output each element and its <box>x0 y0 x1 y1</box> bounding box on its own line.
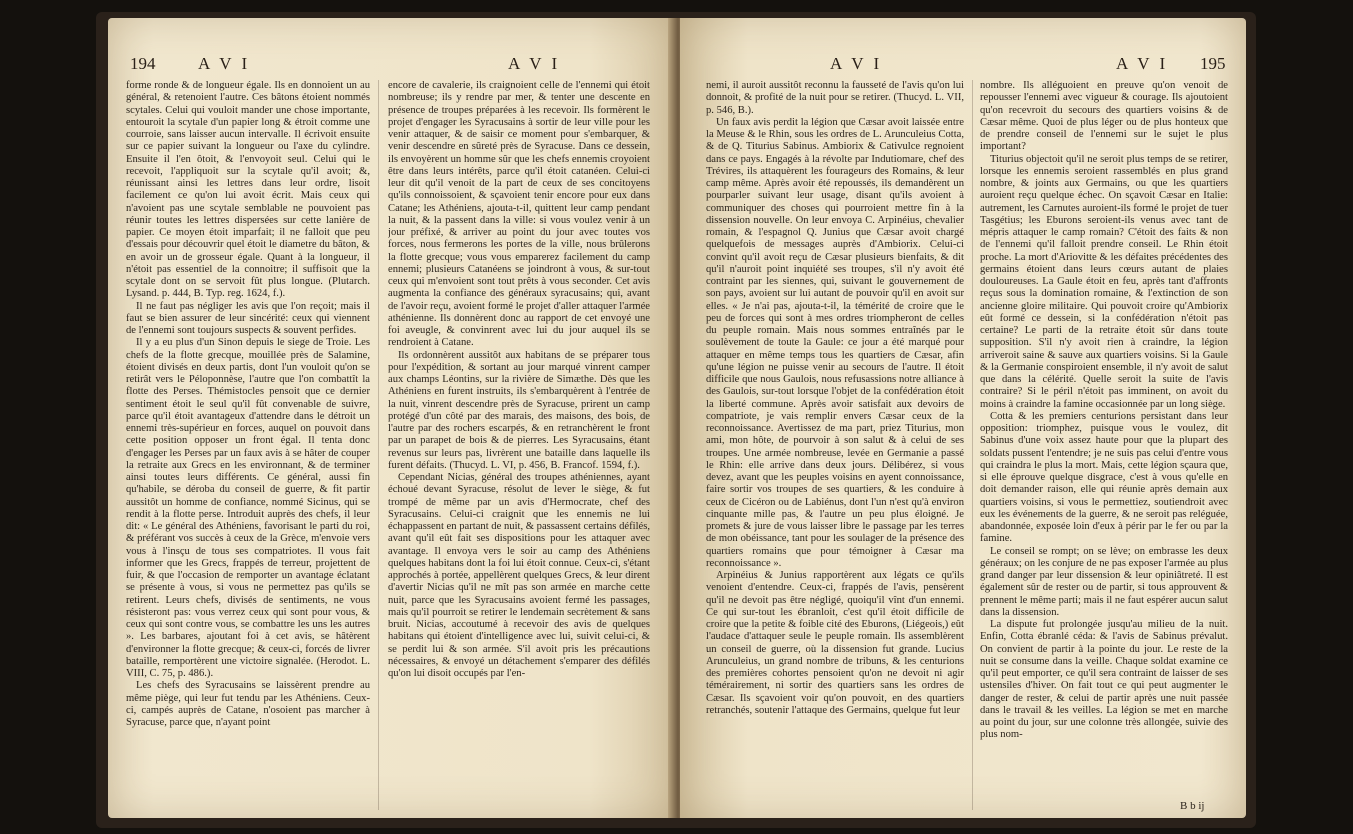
paragraph: encore de cavalerie, ils craignoient celle de l'ennemi qui étoit nombreuse; ils y rendre par mer, & tenter une descente en présence de troupes préparées à les recevoir. Ils formèrent le projet d'engager les Syracusains à sortir de leur ville pour les venir attaquer, & de saisir ce moment pour s'embarquer, & venir descendre en sûreté près de Syracuse. Dans ce dessein, ils envoyèrent un homme sûr que les chefs ennemis croyoient être dans leurs intérêts, parce qu'il étoit catanéen. Celui-ci leur dit qu'il venoit de la part de ceux de ses concitoyens qu'ils connoissoient, & sçavoient tenir encore pour eux dans Catane; les Athéniens, ajouta-t-il, quittent leur camp pendant la nuit, & la passent dans la ville: si vous voulez venir à un jour préfixé, & arriver au point du jour avec toutes vos forces, nous fermerons les portes de la ville, nous brûlerons la flotte grecque; vous vous emparerez facilement du camp ennemi; plusieurs Catanéens se joindront à vous, & sur-tout ceux qui m'envoient sont tout prêts à vous seconder. Cet avis augmenta la confiance des généraux syracusains; qui, avant de l'avoir reçu, avoient formé le projet d'aller attaquer l'armée athénienne. Ils donnèrent donc au rapport de cet envoyé une foi aveugle, & convinrent avec lui du jour auquel ils se rendroient à Catane. <box>388 80 650 349</box>
running-head-right-2: A V I <box>1116 54 1169 73</box>
paragraph: Il y a eu plus d'un Sinon depuis le siege de Troie. Les chefs de la flotte grecque, mouillée près de Salamine, étoient divisés en deux partis, dont l'un vouloit qu'on se retirât vers le Péloponnèse, l'autre que l'on combattît la flotte des Perses. Thémistocles pensoit que ce dernier sentiment étoit le seul qu'il fût convenable de suivre, parce qu'il étoit avantageux d'attendre dans le détroit un ennemi très-supérieur en forces, auquel on pouvoit dans cette position opposer un front égal. Il tenta donc d'engager les Perses par un faux avis à se hâter de couper la retraite aux Grecs en les environnant, & de terminer ainsi toutes leurs différents. Ce général, aussi fin qu'habile, se déroba du conseil de guerre, & fit partir aussitôt un homme de confiance, nommé Sicinus, qui se rendit à la flotte perse. Introduit auprès des chefs, il leur dit: « Le général des Athéniens, favorisant le parti du roi, & préférant vos succès à ceux de la Grèce, m'envoie vers vous à l'insçu de tous ses compatriotes. Il vous fait informer que les Grecs, frappés de terreur, projettent de fuir, & que l'occasion de remporter un avantage éclatant se présente à vous, si vous ne permettez pas qu'ils se retirent. Leurs chefs, divisés de sentiments, ne vous résisteront pas: vous verrez ceux qui sont pour vous, & ceux qui sont contre vous, se combattre les uns les autres ». Les barbares, ajoutant foi à cet avis, se hâtèrent d'environner la flotte grecque; & ceux-ci, forcés de livrer bataille, remportèrent une victoire signalée. (Herodot. L. VIII, C. 75, p. 486.). <box>126 337 370 679</box>
page-number-right: 195 <box>1200 54 1226 73</box>
right-column-2 <box>980 80 1228 800</box>
paragraph: Arpinéius & Junius rapportèrent aux légats ce qu'ils venoient d'entendre. Ceux-ci, frappés de l'avis, pensèrent qu'il ne devoit pas être négligé, quoiqu'il vînt d'un ennemi. Ce qui sur-tout les ébranloit, c'est qu'il étoit difficile de croire que la petite & foible cité des Eburons, (Liégeois,) eût l'audace d'attaquer seule le peuple romain. Ils assemblèrent un conseil de guerre, où la dissension fut grande. Lucius Arunculeius, un grand nombre de tribuns, & les centurions des premières cohortes pensoient qu'on ne devoit ni agir témérairement, ni sortir des quartiers sans les ordres de Cæsar. Ils sçavoient voir qu'on pouvoit, en des quartiers retranchés, soutenir l'attaque des Germains, quelque fut leur <box>706 570 964 716</box>
paragraph: Les chefs des Syracusains se laissèrent prendre au même piège, qui leur fut tendu par les Athéniens. Ceux-ci, campés auprès de Catane, n'osoient pas marcher à Syracuse, parce que, n'ayant point <box>126 680 370 728</box>
left-page <box>108 18 674 818</box>
right-page <box>680 18 1246 818</box>
paragraph: Ils ordonnèrent aussitôt aux habitans de se préparer tous pour l'expédition, & sortant au jour marqué vinrent camper aux champs Léontins, sur la rivière de Simæthe. Dès que les Athéniens en furent instruits, ils s'embarquèrent à l'entrée de la nuit, vinrent descendre près de Syracuse, prirent un camp protégé d'un côté par des marais, des maisons, des bois, de l'autre par des rochers escarpés, & en retranchèrent le front par un parapet de bois & de pierres. Les Syracusains, étant revenus sur leurs pas, livrèrent une bataille dans laquelle ils furent défaits. (Thucyd. L. VI, p. 456, B. Francof. 1594, f.). <box>388 349 650 471</box>
page-number-left: 194 <box>130 54 156 73</box>
paragraph: La dispute fut prolongée jusqu'au milieu de la nuit. Enfin, Cotta ébranlé céda: & l'avis de Sabinus prévalut. On convient de partir à la pointe du jour. Le reste de la nuit se consume dans la veille. Chaque soldat examine ce qu'il peut emporter, ce qu'il sera contraint de laisser de ses ustensiles d'hiver. On fait tout ce qui peut augmenter le danger de rester, & celui de partir après une nuit passée dans le travail & les veilles. La légion se met en marche au point du jour, sur une colonne très allongée, suivie des plus nom- <box>980 619 1228 741</box>
left-column-2 <box>388 80 650 810</box>
paragraph: Cependant Nicias, général des troupes athéniennes, ayant échoué devant Syracuse, résolut de lever le siège, & fut trompé de même par un avis d'Hermocrate, chef des Syracusains. Celui-ci craignit que les ennemis ne lui échappassent en partant de nuit, & passassent certains défilés, avant qu'il eût fait ses dispositions pour les attaquer avec avantage. Il envoya vers le soir au camp des Athéniens quelques habitans dont la foi lui étoit connue. Ceux-ci, s'étant approchés à portée, appellèrent quelques Grecs, & leur dirent d'avertir Nicias qu'il ne mît pas son armée en marche cette nuit, parce que les Syracusains avoient fermé les passages, mais qu'il pourroit se retirer le lendemain secrètement & sans bruit. Nicias, accoutumé à recevoir des avis de quelques habitans qui étoient d'intelligence avec lui, suivit celui-ci, & se perdit lui & son armée. S'il avoit pris les précautions nécessaires, & envoyé un détachement s'emparer des défilés qu'on lui disoit occupés par l'en- <box>388 472 650 679</box>
paragraph: Titurius objectoit qu'il ne seroit plus temps de se retirer, lorsque les ennemis seroient rassemblés en plus grand nombre, & joints aux Germains, ou que les quartiers auroient reçu quelque échec. On sçavoit Cæsar en Italie: autrement, les Carnutes auroient-ils formé le projet de tuer Tasgétius; les Eburons seroient-ils venus avec tant de mépris attaquer le camp romain? C'étoit des faits & non de l'ennemi qu'il falloit prendre conseil. Le Rhin étoit proche. La mort d'Ariovitte & les défaites précédentes des germains étoient dans leurs cœurs autant de plaies douloureuses. La Gaule étoit en feu, après tant d'affronts reçus sous la domination romaine, & l'extinction de son ancienne gloire militaire. Qui pouvoit croire qu'Ambiorix eût formé ce dessein, si la confédération n'étoit pas certaine? Le parti de la retraite étoit sûr dans toute supposition. S'il n'y avoit rien à craindre, la légion arriveroit saine & sauve aux quartiers voisins. Si la Gaule & la Germanie conspiroient ensemble, il n'y avoit de salut que dans la célérité. Quelle seroit la suite de l'avis contraire? Si le péril n'étoit pas imminent, on avoit du moins à craindre la famine occasionnée par un long siège. <box>980 153 1228 410</box>
paragraph: Il ne faut pas négliger les avis que l'on reçoit; mais il faut se bien assurer de leur sincérité: ceux qui viennent de l'ennemi sont toujours suspects & souvent perfides. <box>126 300 370 336</box>
paragraph: Un faux avis perdit la légion que Cæsar avoit laissée entre la Meuse & le Rhin, sous les ordres de L. Arunculeius Cotta, & de Q. Titurius Sabinus. Ambiorix & Cativulce regnoient dans ce pays. Engagés à la révolte par Indutiomare, chef des Trévires, ils attaquèrent les fourageurs des Romains, & leur camp même. Après avoir été repoussés, ils demandèrent un pourparler suivant leur usage, disant qu'ils avoient à communiquer des choses qui pourroient mettre fin à la dissension nouvelle. On leur envoya C. Arpinéius, chevalier romain, & l'espagnol Q. Junius que Cæsar avoit chargé quelquefois de messages auprès d'Ambiorix. Celui-ci convint qu'il avoit reçu de Cæsar plusieurs bienfaits, & dit qu'il n'auroit point inquiété ses troupes, s'il n'y avoit été contraint par les siennes, qui, suivant le gouvernement de son pays, avoient sur lui autant de pouvoir qu'il en avoit sur elles. « Je n'ai pas, ajouta-t-il, la témérité de croire que le peu de forces qui sont à mes ordres triompheront de celles du peuple romain. Mais nous sommes entraînés par le soulèvement de toute la Gaule: ce jour a été marqué pour attaquer en même temps tous les quartiers de Cæsar, afin qu'une légion ne puisse venir au secours de l'autre. Il étoit difficile que nous Gaulois, nous refusassions notre alliance à des Gaulois, sur-tout lorsque l'objet de la confédération étoit la liberté commune. Après avoir satisfait aux devoirs de compatriote, je vais remplir envers Cæsar ceux de la reconnoissance. Avertissez de ma part, priez Titurius, mon ami, mon hôte, de pourvoir à son salut & à celui de ses troupes. Une armée nombreuse, levée en Germanie a passé le Rhin: elle arrive dans deux jours. Délibérez, si vous devez, avant que les peuples voisins en ayent connoissance, faire sortir vos troupes de ses quartiers, & les conduire à ceux de Cicéron ou de Labiénus, dont l'un n'est qu'à environ cinquante mille pas, & l'autre un peu plus éloigné. Je promets & jure de vous laisser libre le passage par les terres de mon obéissance, tant pour les soulager de la présence des quartiers romains que pour témoigner à Cæsar ma reconnoissance ». <box>706 116 964 569</box>
column-divider <box>972 80 973 810</box>
running-head-left-2: A V I <box>508 54 561 73</box>
left-column-1 <box>126 80 370 810</box>
paragraph: Cotta & les premiers centurions persistant dans leur opposition: triomphez, puisque vous le voulez, dit Sabinus d'une voix assez haute pour que la plupart des soldats pussent l'entendre; je ne suis pas celui d'entre vous qui craindra le plus la mort. Mais, cette légion sçaura que, si elle éprouve quelque disgrace, c'est à vous qu'elle en doit demander raison, elle qui réunie après demain aux quartiers voisins, si vous le permettiez, soutiendroit avec eux les événements de la guerre, & ne seroit pas reléguée, abandonnée, exposée loin d'eux à périr par le fer ou par la famine. <box>980 410 1228 545</box>
paragraph: Le conseil se rompt; on se lève; on embrasse les deux généraux; on les conjure de ne pas exposer l'armée au plus grand danger par leur dissension & leur opiniâtreté. Il est également sûr de rester ou de partir, si tous approuvent & prennent le même parti; mais il ne faut espérer aucun salut dans la dissension. <box>980 545 1228 618</box>
paragraph: forme ronde & de longueur égale. Ils en donnoient un au général, & retenoient l'autre. Ces bâtons étoient nommés scytales. Celui qui vouloit mander une chose importante, entouroit la scytale d'un papier long & étroit comme une courroie, sans laisser aucun intervalle. Il écrivoit ensuite sur ce papier suivant la longueur ou l'axe du cylindre. Ensuite il l'en ôtoit, & l'envoyoit seul. Celui qui le recevoit, l'appliquoit sur la scytale qu'il avoit; &, réunissant ainsi les lettres dans leur ordre, lisoit facilement ce qu'on lui avoit écrit. Mais ceux qui n'avoient pas une scytale semblable ne pouvoient pas réunir toutes les lettres dispersées sur cette lanière de papier. Ce moyen étoit imparfait; il ne falloit que peu d'essais pour découvrir quel étoit le diametre du bâton, & en avoir un de grosseur égale. Quant à la longueur, il n'étoit pas essentiel de la connoitre; il suffisoit que la scytale dont on se servoit fût plus longue. (Plutarch. Lysand. p. 444, B. Typ. reg. 1624, f.). <box>126 80 370 300</box>
signature-mark: B b ij <box>1180 800 1205 812</box>
right-column-1 <box>706 80 964 810</box>
paragraph: nemi, il auroit aussitôt reconnu la fausseté de l'avis qu'on lui donnoit, & profité de la nuit pour se retirer. (Thucyd. L. VII, p. 546, B.). <box>706 80 964 116</box>
paragraph: nombre. Ils alléguoient en preuve qu'on venoit de repousser l'ennemi avec vigueur & courage. Ils ajoutoient qu'on recevroit du secours des quartiers voisins & de Cæsar même. Quoi de plus léger ou de plus honteux que de prendre conseil de l'ennemi sur le sujet le plus important? <box>980 80 1228 153</box>
running-head-right: A V I <box>830 54 883 73</box>
column-divider <box>378 80 379 810</box>
running-head-left: A V I <box>198 54 251 73</box>
